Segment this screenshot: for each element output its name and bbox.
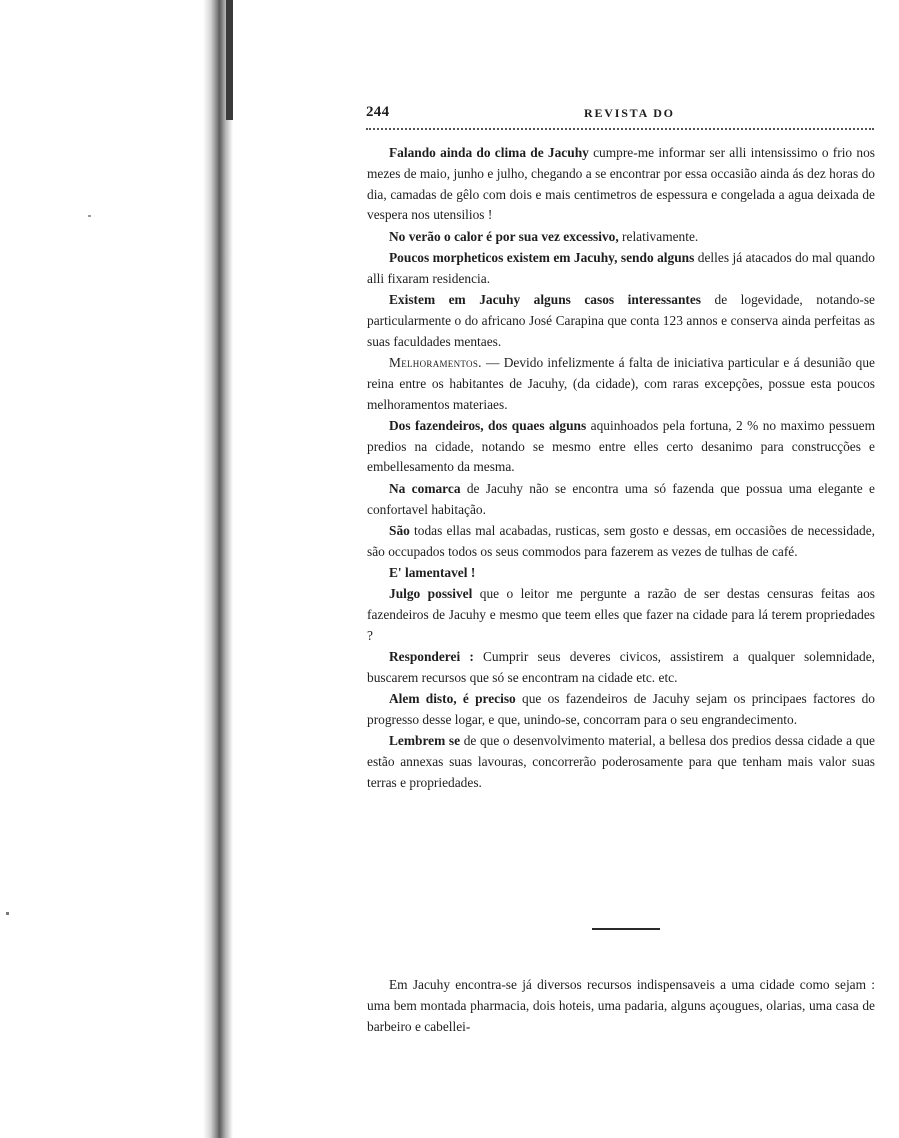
section-divider [592, 928, 660, 930]
paragraph-lead: Dos fazendeiros, dos quaes alguns [389, 417, 587, 433]
paragraph-climate-heat [367, 227, 875, 248]
book-spine-shadow [203, 0, 233, 1138]
paragraph-climate-cold [367, 143, 875, 226]
paragraph-text: todas ellas mal acabadas, rusticas, sem gosto e dessas, em occasiões de necessidade, são occupados todos os seus commodos para fazerem as vezes de tulhas de café. [367, 522, 875, 559]
paragraph-development [367, 731, 875, 793]
paragraph-text: de Jacuhy não se encontra uma só fazenda que possua uma elegante e confortavel habitação. [367, 480, 875, 517]
paragraph-lead: Responderei : [389, 649, 474, 665]
paragraph-progress [367, 689, 875, 731]
paragraph-leprosy [367, 248, 875, 290]
paragraph-comarca [367, 479, 875, 521]
page-number: 244 [366, 104, 390, 120]
paragraph-text: de logevidade, notando-se particularmente o do africano José Carapina que conta 123 annos e conserva ainda perfeitas as suas faculdades mentaes. [367, 292, 876, 349]
paragraph-question [367, 584, 875, 646]
page-header [366, 104, 874, 130]
paragraph-lead: Existem em Jacuhy alguns casos interessantes [389, 292, 702, 308]
paragraph-text: — Devido infelizmente á falta de iniciativa particular e á desunião que reina entre os habitantes de Jacuhy, (da cidade), com raras excepções, possue esta poucos melhoramentos materiaes. [367, 354, 875, 412]
paragraph-lead: Falando ainda do clima de Jacuhy [389, 145, 589, 160]
paragraph-lead: Poucos morpheticos existem em Jacuhy, sendo alguns [389, 249, 695, 265]
paper-speck [6, 912, 9, 915]
paragraph-lead: Lembrem se [389, 733, 461, 749]
paragraph-text: de que o desenvolvimento material, a bellesa dos predios dessa cidade a que estão annexas suas lavouras, concorrerão poderosamente para que tenham mais valor suas terras e propriedades. [367, 733, 875, 790]
paragraph-text: relativamente. [618, 228, 699, 244]
paragraph-text: aquinhoados pela fortuna, 2 % no maximo pessuem predios na cidade, notando se mesmo entre elles certo desanimo para construcções e embellesamento da mesma. [367, 417, 875, 475]
paragraph-text: que o leitor me pergunte a razão de ser destas censuras feitas aos fazendeiros de Jacuhy e mesmo que teem elles que fazer na cidade para lá terem propriedades ? [367, 586, 875, 643]
paragraph-landowners [367, 416, 875, 478]
paragraph-text: que os fazendeiros de Jacuhy sejam os principaes factores do progresso desse logar, e que, unindo-se, concorram para o seu engrandecimento. [367, 691, 875, 728]
section-heading: Melhoramentos. [389, 354, 482, 370]
paragraph-text: delles já atacados do mal quando alli fixaram residencia. [367, 249, 875, 286]
running-head: REVISTA DO [584, 106, 675, 120]
paragraph-longevity [367, 290, 875, 352]
paper-speck [88, 215, 91, 217]
paragraph-resources: Em Jacuhy encontra-se já diversos recursos indispensaveis a uma cidade como sejam : uma bem montada pharmacia, dois hoteis, uma padaria, alguns açougues, olarias, uma casa de barbeiro e cabellei- [367, 977, 875, 1034]
article-body [367, 143, 875, 794]
paragraph-text: cumpre-me informar ser alli intensissimo o frio nos mezes de maio, junho e julho, chegando a se encontrar por essa occasião ainda ás dez horas do dia, camadas de gêlo com dois e mais centimetros de espessura e congelada a agua deixada de vespera nos utensilios ! [367, 145, 875, 223]
paragraph-lead: E' lamentavel ! [389, 564, 476, 580]
paragraph-lead: Alem disto, é preciso [389, 691, 516, 707]
paragraph-lament [367, 563, 875, 584]
paragraph-lead: No verão o calor é por sua vez excessivo, [389, 228, 619, 244]
next-section [367, 975, 875, 1037]
paragraph-lead: Na comarca [389, 480, 461, 496]
paragraph-lead: São [389, 522, 410, 538]
book-spine-dark-edge [226, 0, 233, 120]
paragraph-farmhouses [367, 521, 875, 563]
paragraph-improvements [367, 353, 875, 415]
paragraph-text: Cumprir seus deveres civicos, assistirem a qualquer solemnidade, buscarem recursos que só se encontram na cidade etc. etc. [367, 649, 876, 685]
paragraph-lead: Julgo possivel [389, 586, 473, 602]
paragraph-answer [367, 647, 875, 689]
